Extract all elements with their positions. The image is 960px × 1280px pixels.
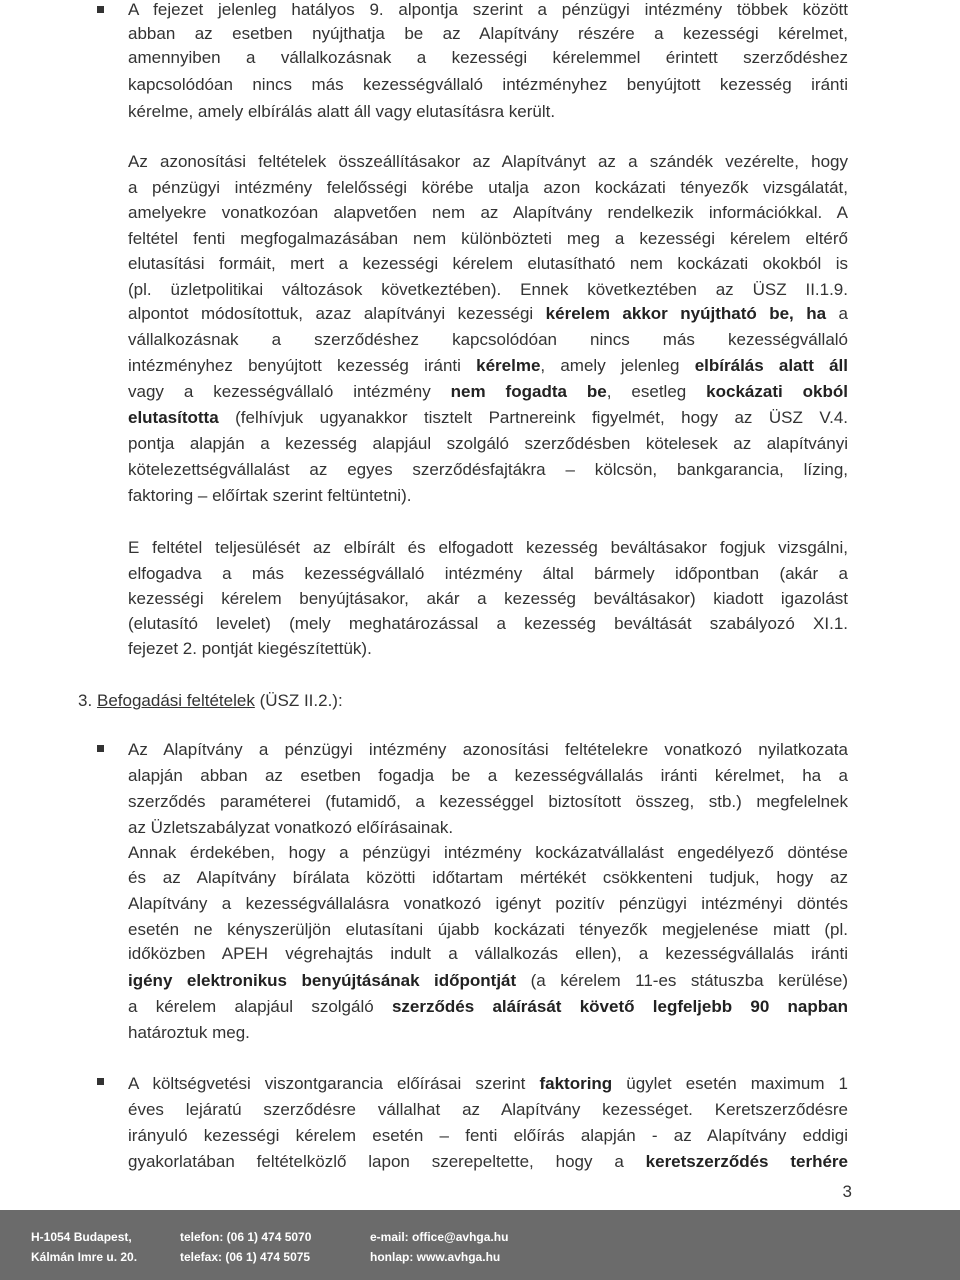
bullet2-line-10-bold: igény elektronikus benyújtásának időpontját — [128, 971, 517, 990]
para1-line-4: feltétel fenti megfogalmazásában nem különbözteti meg a kezességi kérelem eltérő — [128, 229, 848, 248]
footer-website[interactable]: honlap: www.avhga.hu — [370, 1250, 501, 1264]
footer-fax: telefax: (06 1) 474 5075 — [180, 1250, 311, 1264]
bullet2-line-3: szerződés paraméterei (futamidő, a kezességgel biztosított összeg, stb.) megfelelnek — [128, 792, 848, 811]
para1-line-12: pontja alapján a kezesség alapjául szolgáló szerződésben kötelesek az alapítványi — [128, 434, 848, 453]
section-ref: (ÜSZ II.2.): — [254, 691, 343, 710]
bullet2-line-4: az Üzletszabályzat vonatkozó előírásainak. — [128, 818, 454, 837]
para2-line-1: E feltétel teljesülését az elbírált és elfogadott kezesség beváltásakor fogjuk vizsgálni, — [128, 538, 848, 557]
para1-line-14: faktoring – előírtak szerint feltüntetni). — [128, 486, 412, 505]
para2-line-2: elfogadva a más kezességvállaló intézmény által bármely időpontban (akár a — [128, 564, 848, 583]
bullet2-line-5: Annak érdekében, hogy a pénzügyi intézmény kockázatvállalást engedélyező döntése — [128, 843, 848, 862]
footer-phone: telefon: (06 1) 474 5070 — [180, 1230, 312, 1244]
footer-phones — [180, 1227, 311, 1267]
bullet2-line-6: és az Alapítvány bírálata közötti időtartam mértékét csökkenteni tudjuk, hogy az — [128, 868, 848, 887]
para1-line-10-bold-d: kockázati okból — [706, 382, 848, 401]
para1-line-11-text: (felhívjuk ugyanakkor tisztelt Partnereink figyelmét, hogy az ÜSZ V.4. — [218, 408, 848, 427]
footer-address-line-1: H-1054 Budapest, — [31, 1230, 132, 1244]
bullet3-line-1-text-a: A költségvetési viszontgarancia előírásai szerint — [128, 1074, 540, 1093]
para1-line-11 — [128, 406, 848, 430]
bullet3-line-4-text: gyakorlatában feltételközlő lapon szerepeltette, hogy a — [128, 1152, 646, 1171]
bullet2-line-12: határoztuk meg. — [128, 1023, 250, 1042]
para1-line-7-text-a: alpontot módosítottuk, azaz alapítványi kezességi — [128, 304, 546, 323]
para1-line-13: kötelezettségvállalást az egyes szerződésfajtákra – kölcsön, bankgarancia, lízing, — [128, 460, 848, 479]
para1-line-10-text-c: , esetleg — [606, 382, 707, 401]
para1-line-3: amelyekre vonatkozóan alapvetően nem az Alapítvány rendelkezik információkkal. A — [128, 203, 848, 222]
para2-line-5: fejezet 2. pontját kiegészítettük). — [128, 639, 372, 658]
bullet1-line-2: abban az esetben nyújthatja be az Alapítvány részére a kezességi kérelmet, — [128, 24, 848, 43]
bullet1-line-5: kérelme, amely elbírálás alatt áll vagy elutasításra került. — [128, 102, 556, 121]
bullet2-line-11-text: a kérelem alapjául szolgáló — [128, 997, 392, 1016]
bullet3-line-4-bold: keretszerződés terhére — [645, 1152, 848, 1171]
page-number: 3 — [842, 1182, 852, 1201]
bullet3-line-4 — [128, 1150, 848, 1174]
para1-line-7-bold: kérelem akkor nyújtható be, ha — [545, 304, 827, 323]
para1-line-2: a pénzügyi intézmény felelősségi körébe utalja azon kockázati tényezők vizsgálatát, — [128, 178, 848, 197]
para1-line-9-text-c: , amely jelenleg — [540, 356, 695, 375]
bullet3-line-2: éves lejáratú szerződésre vállalhat az Alapítvány kezességet. Keretszerződésre — [128, 1100, 848, 1119]
bullet1-line-1: A fejezet jelenleg hatályos 9. alpontja szerint a pénzügyi intézmény többek között — [128, 0, 848, 19]
square-bullet-icon — [97, 6, 104, 13]
para1-line-10 — [128, 380, 848, 404]
section-title: Befogadási feltételek — [97, 691, 255, 710]
bullet3-line-1 — [128, 1072, 848, 1096]
square-bullet-icon — [97, 1078, 104, 1085]
para1-line-7 — [128, 302, 848, 326]
bullet2-line-10 — [128, 969, 848, 993]
bullet3-line-1-text-c: ügylet esetén maximum 1 — [612, 1074, 848, 1093]
footer-contact — [370, 1227, 508, 1267]
bullet2-line-2: alapján abban az esetben fogadja be a kezességvállalás iránti kérelmet, ha a — [128, 766, 848, 785]
bullet2-line-8: esetén ne kényszerüljön elutasítani újabb kockázati tényezők megjelenése miatt (pl. — [128, 920, 848, 939]
footer-address-line-2: Kálmán Imre u. 20. — [31, 1250, 138, 1264]
para2-line-3: kezességi kérelem benyújtásakor, akár a kezesség beváltásakor) kiadott igazolást — [128, 589, 848, 608]
bullet2-line-11 — [128, 995, 848, 1019]
footer-address — [31, 1227, 137, 1267]
para1-line-9-text-a: intézményhez benyújtott kezesség iránti — [128, 356, 477, 375]
para1-line-8: vállalkozásnak a szerződéshez kapcsolódóan nincs más kezességvállaló — [128, 330, 848, 349]
square-bullet-icon — [97, 745, 104, 752]
para1-line-10-bold-b: nem fogadta be — [450, 382, 607, 401]
para1-line-7-text-c: a — [826, 304, 848, 323]
bullet1-line-4: kapcsolódóan nincs más kezességvállaló intézményhez benyújtott kezesség iránti — [128, 75, 848, 94]
bullet3-line-1-bold: faktoring — [539, 1074, 613, 1093]
para1-line-9-bold-b: kérelme — [476, 356, 541, 375]
para1-line-6: (pl. üzletpolitikai változások következtében). Ennek következtében az ÜSZ II.1.9. — [128, 280, 848, 299]
para1-line-9 — [128, 354, 848, 378]
para1-line-1: Az azonosítási feltételek összeállításakor az Alapítványt az a szándék vezérelte, hogy — [128, 152, 848, 171]
footer-email[interactable]: e-mail: office@avhga.hu — [370, 1230, 509, 1244]
footer-bar — [0, 1210, 960, 1280]
bullet1-line-3: amennyiben a vállalkozásnak a kezességi kérelemmel érintett szerződéshez — [128, 48, 848, 67]
para1-line-10-text-a: vagy a kezességvállaló intézmény — [128, 382, 451, 401]
para1-line-9-bold-d: elbírálás alatt áll — [694, 356, 848, 375]
bullet2-line-9: időközben APEH végrehajtás indult a vállalkozás ellen), a kezességvállalás iránti — [128, 944, 848, 963]
bullet2-line-7: Alapítvány a kezességvállalásra vonatkozó igényt pozitív pénzügyi intézményi döntés — [128, 894, 848, 913]
bullet2-line-11-bold: szerződés aláírását követő legfeljebb 90 napban — [391, 997, 848, 1016]
bullet3-line-3: irányuló kezességi kérelem esetén – fenti előírás alapján - az Alapítvány eddigi — [128, 1126, 848, 1145]
para2-line-4: (elutasító levelet) (mely meghatározással a kezesség beváltását szabályozó XI.1. — [128, 614, 848, 633]
para1-line-11-bold: elutasította — [128, 408, 219, 427]
section-heading — [97, 689, 343, 713]
para1-line-5: elutasítási formáit, mert a kezességi kérelem elutasítható nem kockázati okokból is — [128, 254, 848, 273]
bullet2-line-1: Az Alapítvány a pénzügyi intézmény azonosítási feltételekre vonatkozó nyilatkozata — [128, 740, 848, 759]
section-number: 3. — [78, 691, 93, 710]
bullet2-line-10-text: (a kérelem 11-es státuszba kerülése) — [516, 971, 849, 990]
